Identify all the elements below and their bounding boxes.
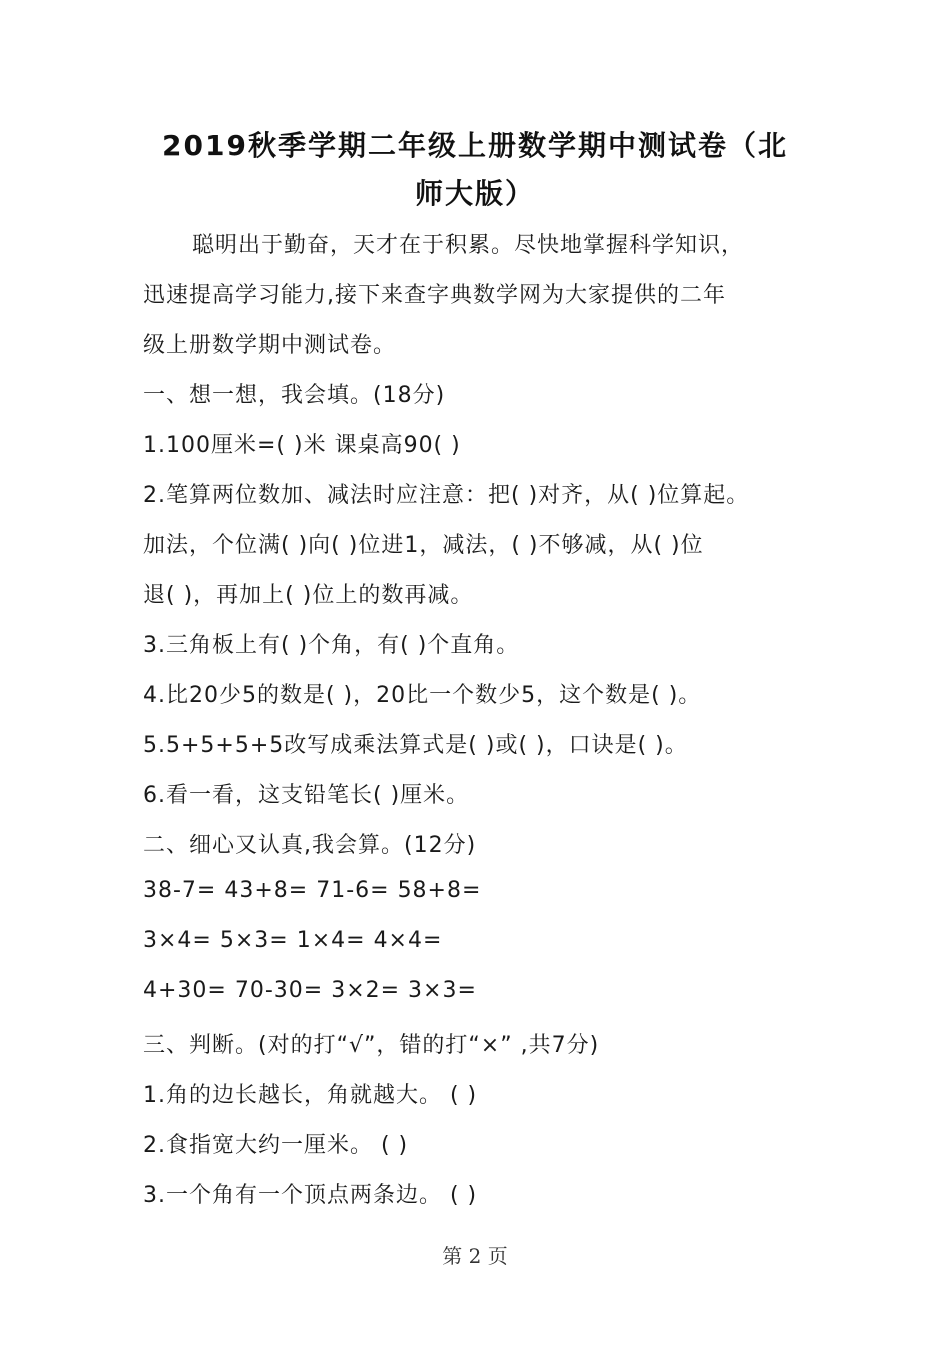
question-1-2-continued-2: 退( )，再加上( )位上的数再减。 — [143, 583, 474, 608]
page-number: 第 2 页 — [442, 1244, 508, 1268]
question-1-2-continued: 加法，个位满( )向( )位进1，减法，( )不够减，从( )位 — [143, 533, 704, 558]
section-heading-judge: 三、判断。(对的打“√”，错的打“×” ,共7分) — [143, 1033, 600, 1058]
judge-question-1: 1.角的边长越长，角就越大。 ( ) — [143, 1083, 478, 1108]
question-1-4: 4.比20少5的数是( )，20比一个数少5，这个数是( )。 — [143, 683, 702, 708]
document-title-line-1: 2019秋季学期二年级上册数学期中测试卷（北 — [162, 129, 788, 162]
question-1-6: 6.看一看，这支铅笔长( )厘米。 — [143, 783, 470, 808]
question-1-1: 1.100厘米=( )米 课桌高90( ) — [143, 433, 461, 458]
question-1-2: 2.笔算两位数加、减法时应注意：把( )对齐，从( )位算起。 — [143, 483, 750, 508]
calc-row-3: 4+30= 70-30= 3×2= 3×3= — [143, 978, 477, 1003]
intro-line-3: 级上册数学期中测试卷。 — [143, 333, 397, 358]
intro-line-2: 迅速提高学习能力,接下来查字典数学网为大家提供的二年 — [143, 283, 726, 308]
calc-row-2: 3×4= 5×3= 1×4= 4×4= — [143, 928, 443, 953]
section-heading-calc: 二、细心又认真,我会算。(12分) — [143, 833, 477, 858]
question-1-5: 5.5+5+5+5改写成乘法算式是( )或( )，口诀是( )。 — [143, 733, 688, 758]
document-title-line-2: 师大版） — [414, 177, 535, 210]
intro-line-1: 聪明出于勤奋，天才在于积累。尽快地掌握科学知识， — [192, 233, 745, 258]
question-1-3: 3.三角板上有( )个角，有( )个直角。 — [143, 633, 520, 658]
section-heading-fill: 一、想一想，我会填。(18分) — [143, 383, 446, 408]
calc-row-1: 38-7= 43+8= 71-6= 58+8= — [143, 878, 482, 903]
judge-question-3: 3.一个角有一个顶点两条边。 ( ) — [143, 1183, 478, 1208]
judge-question-2: 2.食指宽大约一厘米。 ( ) — [143, 1133, 409, 1158]
